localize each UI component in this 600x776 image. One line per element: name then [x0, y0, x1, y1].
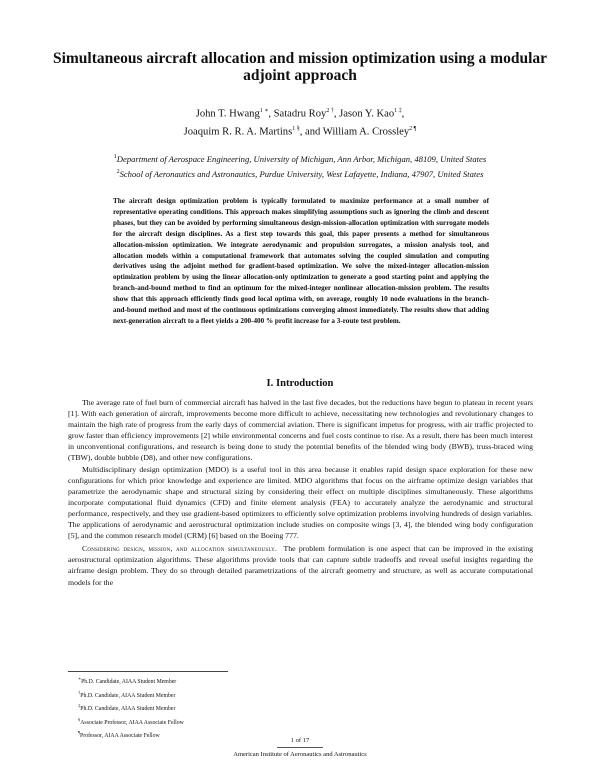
affiliations — [40, 151, 560, 181]
page-footer: American Institute of Aeronautics and Astronautics — [233, 751, 367, 758]
author-separator: , — [333, 108, 340, 120]
author-list — [40, 104, 560, 139]
author-mark: 1 § — [292, 125, 300, 132]
author-name: John T. Hwang — [195, 108, 260, 120]
author-separator: , — [401, 108, 405, 120]
footnote — [78, 688, 184, 702]
footnote-mark: ‡ — [78, 703, 81, 709]
footnote-text: Ph.D. Candidate, AIAA Student Member — [80, 692, 176, 699]
footnote-text: Ph.D. Candidate, AIAA Student Member — [80, 705, 176, 712]
author-mark: 2 † — [326, 108, 334, 114]
footnote — [78, 674, 184, 688]
author-name: William A. Crossley — [322, 126, 410, 138]
abstract: The aircraft design optimization problem is typically formulated to maximize performance at a small number of representative operating conditions. This approach makes simplifying assumptions such as ignoring the climb and descent phases, but they can be avoided by performing simultaneous design-mission-allocation optimization with surrogate models for the aircraft design disciplines. As a first step towards this goal, this paper presents a method for simultaneous allocation-mission optimization. We integrate aerodynamic and propulsion surrogates, a mission analysis tool, and allocation models within a computational framework that automates solving the coupled simulation and computing derivatives using the adjoint method for gradient-based optimization. We solve the mixed-integer allocation-mission optimization problem by using the linear allocation-only optimization to generate a good starting point and applying the branch-and-bound method to find an optimum for the mixed-integer nonlinear allocation-mission problem. The results show that this approach efficiently finds good local optima with, on average, roughly 10 node evaluations in the branch-and-bound method and most of the continuous optimizations converging almost immediately. The results show that adding next-generation aircraft to a fleet yields a 200-400 % profit increase for a 3-route test problem. — [113, 197, 489, 325]
author-mark: 1 ∗ — [259, 108, 269, 114]
footnote-mark: † — [78, 689, 81, 695]
section-body — [68, 397, 533, 588]
author-separator: , — [268, 108, 274, 120]
section-heading: I. Introduction — [266, 378, 334, 389]
footnote-text: Ph.D. Candidate, AIAA Student Member — [81, 678, 177, 685]
author-name: Satadru Roy — [273, 108, 327, 120]
footnote — [78, 701, 184, 715]
paragraph — [68, 543, 533, 587]
author-separator: , and — [299, 126, 323, 138]
footnote-rule — [68, 671, 228, 672]
paragraph: The average rate of fuel burn of commercial aircraft has halved in the last five decades, but the reductions have begun to plateau in recent years [1]. With each generation of aircraft, improvements become more difficult to achieve, necessitating new technologies and revolutionary changes to maintain the high rate of progress from the early days of commercial aviation. There is significant impetus for progress, with air traffic projected to grow faster than efficiency improvements [2] while environmental concerns and fuel costs continue to rise. As a result, there has been much interest in unconventional configurations, and research is being done to study the potential benefits of the blended wing body (BWB), truss-braced wing (TBW), double bubble (D8), and other new configurations. — [68, 398, 533, 463]
author-name: Joaquim R. R. A. Martins — [183, 126, 293, 138]
paragraph: Multidisciplinary design optimization (MDO) is a useful tool in this area because it enables rapid design space exploration for these new configurations for which prior knowledge and experience are limited. MDO algorithms that focus on the airframe optimize design variables that parametrize the aerodynamic shape and structural sizing by considering their effect on multiple disciplines simultaneously. These algorithms incorporate computational fluid dynamics (CFD) and finite element analysis (FEA) to accurately analyze the aerodynamic and structural performance, respectively, and they use gradient-based optimizers to efficiently solve optimization problems involving hundreds of design variables. The applications of aerodynamic and aerostructural optimization include studies on composite wings [3, 4], the blended wing body configuration [5], and the common research model (CRM) [6] based on the Boeing 777. — [68, 464, 533, 541]
footnote-mark: ¶ — [78, 730, 81, 736]
paragraph-subheading: Considering design, mission, and allocation simultaneously. — [82, 544, 278, 554]
paper-title: Simultaneous aircraft allocation and mission optimization using a modular adjoint approach — [52, 50, 548, 84]
affiliation: Department of Aerospace Engineering, University of Michigan, Ann Arbor, Michigan, 48109, United States — [116, 153, 487, 164]
affiliation-mark: 2 — [116, 168, 120, 175]
footnote-mark: § — [78, 716, 81, 722]
author-mark: 1 ‡ — [394, 108, 402, 114]
paragraph-text: The problem formulation is one aspect that can be improved in the existing aerostructural optimization algorithms. These algorithms provide tools that can capture subtle tradeoffs and reveal useful insights regarding the airframe design problem. They do so through detailed parametrizations of the aircraft geometry and structure, as well as accurate computational models for the — [68, 544, 533, 587]
affiliation-mark: 1 — [113, 154, 117, 160]
author-mark: 2 ¶ — [409, 125, 417, 132]
footnote-text: Professor, AIAA Associate Fellow — [80, 732, 160, 739]
footnotes — [78, 674, 184, 742]
footnote-mark: ∗ — [78, 676, 82, 681]
author-name: Jason Y. Kao — [339, 108, 395, 120]
footnote — [78, 715, 184, 729]
page-number: 1 of 17 — [290, 737, 310, 744]
footnote-text: Associate Professor, AIAA Associate Fellow — [80, 719, 184, 726]
footer-rule — [277, 747, 323, 748]
affiliation: School of Aeronautics and Astronautics, Purdue University, West Lafayette, Indiana, 47907, United States — [119, 168, 484, 179]
